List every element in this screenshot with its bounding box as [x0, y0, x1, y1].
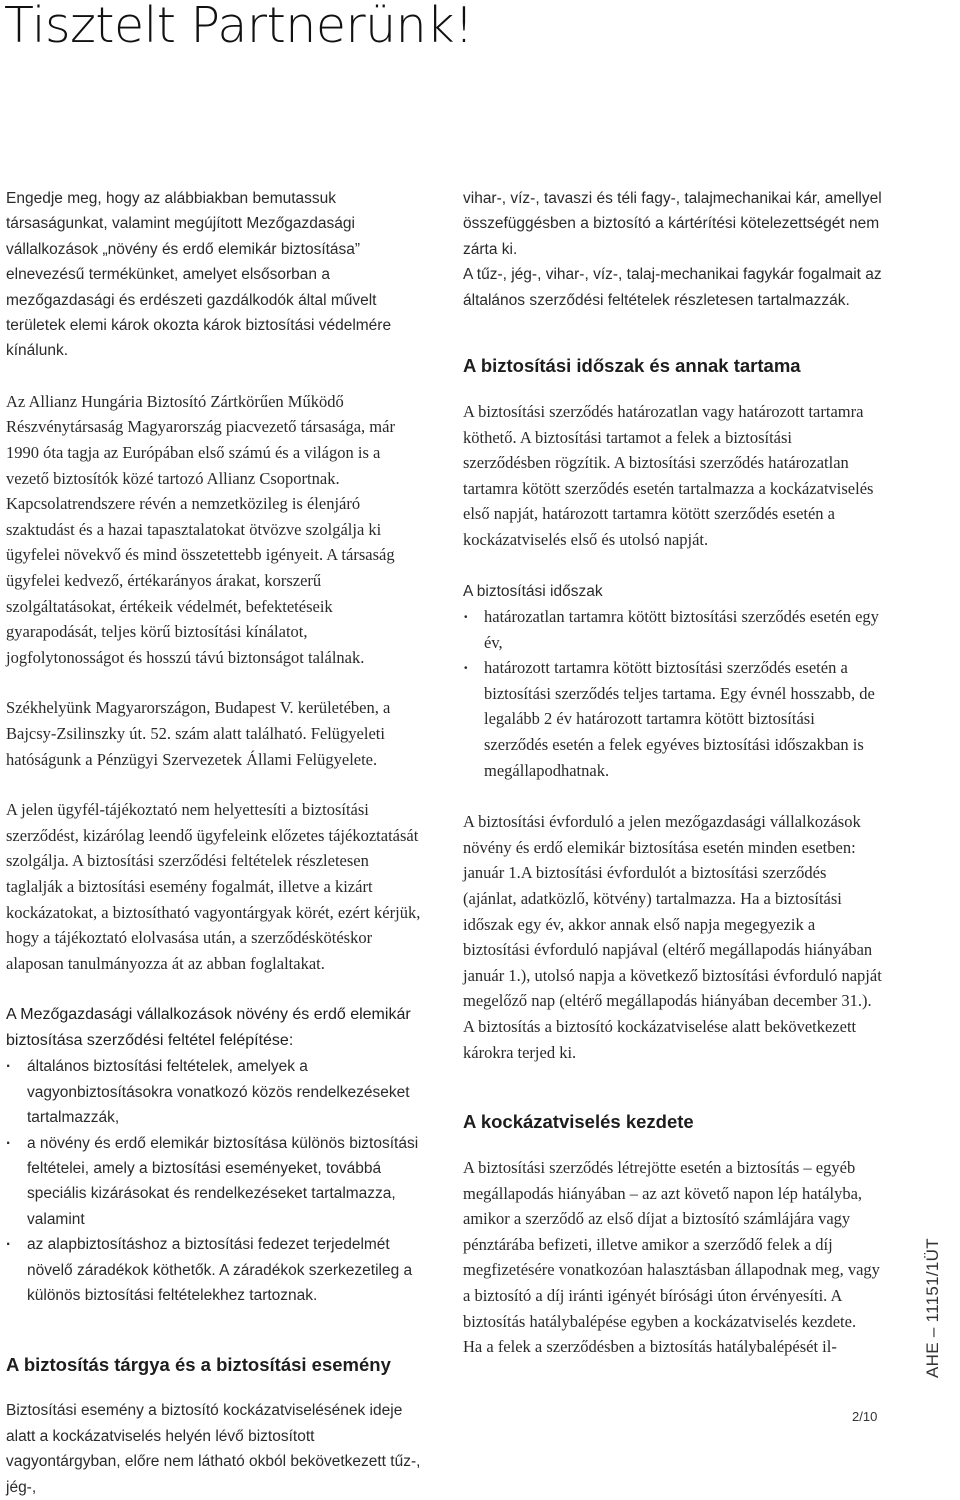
- period-paragraph: A biztosítási szerződés határozatlan vagy határozott tartamra köthető. A biztosítási tartamot a felek a biztosítási szerződésben rögzítik. A biztosítási szerződés határozatlan tartamra kötött szerződés esetén tartalmazza a kockázatviselés első napját, határozott tartamra kötött szerződés esetén a kockázatviselés első és utolsó napját.: [463, 402, 874, 549]
- page-number: 2/10: [852, 1409, 878, 1424]
- start-continuation: Ha a felek a szerződésben a biztosítás hatálybalépését il-: [463, 1337, 837, 1357]
- section-heading-start: A kockázatviselés kezdete: [463, 1111, 694, 1133]
- definitions-paragraph: A tűz-, jég-, vihar-, víz-, talaj-mechanikai fagykár fogalmait az általános szerződési feltételek részletesen tartalmazzák.: [463, 266, 882, 309]
- structure-heading: A Mezőgazdasági vállalkozások növény és erdő elemikár biztosítása szerződési feltétel felépítése:: [6, 1006, 411, 1050]
- list-item: · határozott tartamra kötött biztosítási szerződés esetén a biztosítási szerződés teljes tartama. Egy évnél hosszabb, de legalább 2 év határozott tartamra kötött biztosítási szerződés esetén a felek egyéves biztosítási időszakban is megállapodhatnak.: [463, 655, 883, 783]
- document-code: AHE – 11151/1ÜT: [923, 1238, 942, 1378]
- list-item: · általános biztosítási feltételek, amelyek a vagyonbiztosításokra vonatkozó közös rendelkezéseket tartalmazzák,: [6, 1054, 426, 1130]
- anniversary-paragraph: A biztosítási évforduló a jelen mezőgazdasági vállalkozások növény és erdő elemikár biztosítása esetén minden esetben: január 1.A biztosítási évfordulót a biztosítási szerződés (ajánlat, adatközlő, kötvény) tartalmazza. Ha a biztosítási időszak egy év, akkor annak első napja megegyezik a biztosítási évforduló napjával (eltérő megállapodás hiányában január 1.), utolsó napja a következő biztosítási évforduló napját megelőző nap (eltérő megállapodás hiányában december 31.).: [463, 812, 882, 1011]
- list-item: · a növény és erdő elemikár biztosítása különös biztosítási feltételei, amely a biztosítási eseményeket, továbbá speciális kizárásokat és rendelkezéseket tartalmazza, valamint: [6, 1131, 426, 1233]
- coverage-paragraph: A biztosítás a biztosító kockázatviselése alatt bekövetkezett károkra terjed ki.: [463, 1016, 857, 1062]
- period-subheading: A biztosítási időszak: [463, 582, 603, 600]
- continuation-paragraph: vihar-, víz-, tavaszi és téli fagy-, talajmechanikai kár, amellyel összefüggésben a biztosító a kártérítési kötelezettségét nem zárta ki.: [463, 190, 882, 258]
- list-item: · határozatlan tartamra kötött biztosítási szerződés esetén egy év,: [463, 604, 883, 655]
- disclaimer-paragraph: A jelen ügyfél-tájékoztató nem helyettesíti a biztosítási szerződést, kizárólag leendő ügyfeleink előzetes tájékoztatását szolgálja. A biztosítási szerződési feltételek részletesen taglalják a biztosítási esemény fogalmát, illetve a kizárt kockázatokat, a biztosítható vagyontárgyak körét, ezért kérjük, hogy a tájékoztató elolvasása után, a szerződéskötéskor alaposan tanulmányozza át az abban foglaltakat.: [6, 800, 421, 973]
- subject-paragraph: Biztosítási esemény a biztosító kockázatviselésének ideje alatt a kockázatviselés helyén lévő biztosított vagyontárgyban, előre nem látható okból bekövetkezett tűz-, jég-,: [6, 1402, 421, 1496]
- right-column: [463, 186, 883, 1360]
- section-heading-subject: A biztosítás tárgya és a biztosítási esemény: [6, 1354, 391, 1376]
- page-title: Tisztelt Partnerünk!: [4, 0, 474, 54]
- intro-paragraph: Engedje meg, hogy az alábbiakban bemutassuk társaságunkat, valamint megújított Mezőgazdasági vállalkozások „növény és erdő elemikár biztosítása” elnevezésű termékünket, amelyet elsősorban a mezőgazdasági és erdészeti gazdálkodók által művelt területek elemi károk okozta károk biztosítási védelmére kínálunk.: [6, 190, 392, 360]
- headquarters-paragraph: Székhelyünk Magyarországon, Budapest V. kerületében, a Bajcsy-Zsilinszky út. 52. szám alatt található. Felügyeleti hatóságunk a Pénzügyi Szervezetek Állami Felügyelete.: [6, 698, 391, 769]
- structure-list: [6, 1054, 426, 1308]
- period-list: [463, 604, 883, 783]
- list-item: · az alapbiztosításhoz a biztosítási fedezet terjedelmét növelő záradékok köthetők. A záradékok szerkezetileg a különös biztosítási feltételekhez tartoznak.: [6, 1232, 426, 1308]
- start-paragraph: A biztosítási szerződés létrejötte esetén a biztosítás – egyéb megállapodás hiányában – az azt követő napon lép hatályba, amikor a szerződő az első díjat a biztosító számlájára vagy pénztárába befizeti, illetve amikor a szerződő felek a díj megfizetésére vonatkozóan halasztásban állapodnak meg, vagy a biztosító a díj iránti igényét bírósági úton érvényesíti. A biztosítás hatálybalépése egyben a kockázatviselés kezdete.: [463, 1158, 880, 1331]
- left-column: [6, 186, 426, 1500]
- section-heading-period: A biztosítási időszak és annak tartama: [463, 355, 801, 377]
- company-paragraph: Az Allianz Hungária Biztosító Zártkörűen Működő Részvénytársaság Magyarország piacvezető társasága, már 1990 óta tagja az Európában első számú és a világon is a vezető biztosítók közé tartozó Allianz Csoportnak. Kapcsolatrendszere révén a nemzetközileg is élenjáró szaktudást és a hazai tapasztalatokat ötvözve szolgálja ki ügyfelei növekvő és mind összetettebb igényeit. A társaság ügyfelei kedvező, értékarányos árakat, korszerű szolgáltatásokat, értékeik védelmét, befektetéseik gyarapodását, teljes körű biztosítási kínálatot, jogfolytonosságot és hosszú távú biztonságot találnak.: [6, 391, 395, 667]
